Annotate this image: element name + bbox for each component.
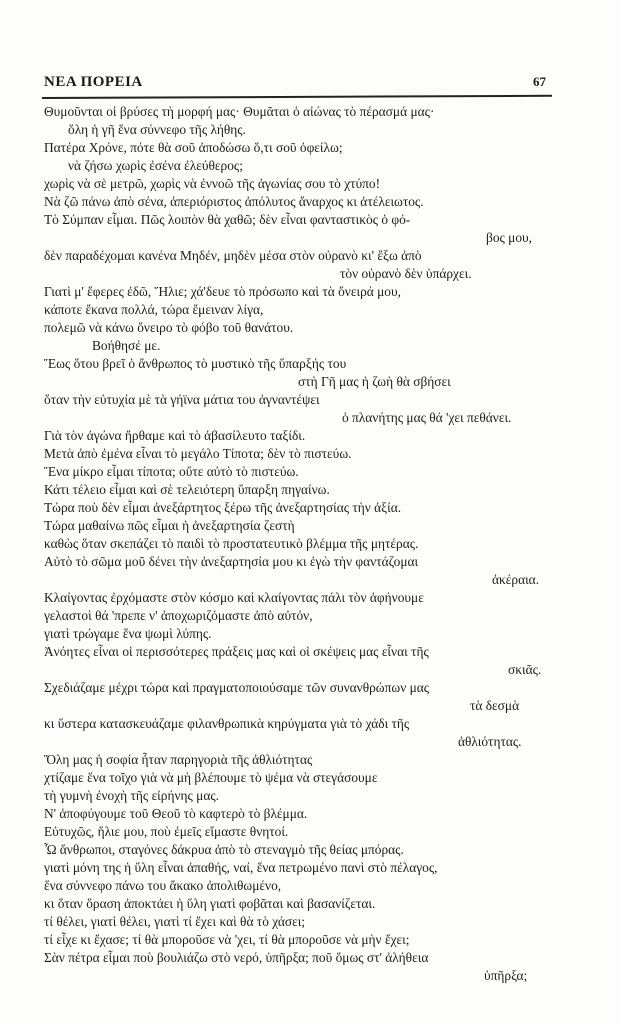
poem-line: χτίζαμε ἕνα τοῖχο γιὰ νὰ μὴ βλέπουμε τὸ ψέμα νὰ στεγάσουμε (44, 770, 378, 785)
poem-line: στὴ Γῆ μας ἡ ζωὴ θὰ σβήσει (298, 374, 451, 389)
poem-line: ὁ πλανήτης μας θά 'χει πεθάνει. (342, 410, 512, 425)
poem-line: Γιατὶ μ' ἔφερες ἐδῶ, Ἥλιε; χά'δευε τὸ πρόσωπο καὶ τὰ ὄνειρά μου, (44, 284, 401, 299)
poem-line: Κάτι τέλειο εἶμαι καὶ σὲ τελειότερη ὕπαρξη πηγαίνω. (44, 482, 330, 497)
poem-line: ἀθλιότητας. (458, 734, 522, 749)
poem-line: νὰ ζήσω χωρὶς ἐσένα ἐλεύθερος; (68, 158, 243, 173)
poem-line: τὸν οὐρανὸ δὲν ὑπάρχει. (340, 266, 472, 281)
poem-line: ἕνα σύννεφο πάνω του ἄκακο ἀπολιθωμένο, (44, 878, 282, 893)
poem-line: Ὅλη μας ἡ σοφία ἦταν παρηγοριὰ τῆς ἀθλιότητας (44, 752, 313, 767)
poem-line: τί εἶχε κι ἔχασε; τί θὰ μποροῦσε νὰ 'χει, τί θὰ μποροῦσε νὰ μὴν ἔχει; (44, 932, 410, 947)
poem-line: Τώρα ποὺ δὲν εἶμαι ἀνεξάρτητος ξέρω τῆς ἀνεξαρτησίας τὴν ἀξία. (44, 500, 402, 515)
poem-line: σκιᾶς. (508, 662, 542, 677)
poem-line: δὲν παραδέχομαι κανένα Μηδέν, μηδὲν μέσα στὸν οὐρανὸ κι' ἔξω ἀπὸ (44, 248, 422, 263)
poem-line: Κλαίγοντας ἐρχόμαστε στὸν κόσμο καὶ κλαίγοντας πάλι τὸν ἀφήνουμε (44, 590, 424, 605)
poem-line: Ἕνα μίκρο εἶμαι τίποτα; οὔτε αὐτὸ τὸ πιστεύω. (44, 464, 299, 479)
poem-line: Πατέρα Χρόνε, πότε θὰ σοῦ ἀποδώσω ὅ,τι σοῦ ὀφείλω; (44, 140, 343, 155)
poem-line: γιατὶ τρώγαμε ἕνα ψωμὶ λύπης. (44, 626, 212, 641)
journal-title: ΝΕΑ ΠΟΡΕΙΑ (44, 74, 143, 90)
poem-line: κάποτε ἔκανα πολλά, τώρα ἔμειναν λίγα, (44, 302, 264, 317)
poem-line: ἀκέραια. (492, 572, 540, 587)
poem-line: Νὰ ζῶ πάνω ἀπὸ σένα, ἀπεριόριστος ἀπόλυτος ἄναρχος κι ἀτέλειωτος. (44, 194, 424, 209)
poem-line: Ἀνόητες εἶναι οἱ περισσότερες πράξεις μας καὶ οἱ σκέψεις μας εἶναι τῆς (44, 644, 429, 659)
poem-line: Ὦ ἄνθρωποι, σταγόνες δάκρυα ἀπὸ τὸ στεναγμὸ τῆς θείας μπόρας. (44, 842, 404, 857)
poem-line: γελαστοὶ θά 'πρεπε ν' ἀποχωριζόμαστε ἀπὸ αὐτόν, (44, 608, 313, 623)
poem-line: Τὸ Σύμπαν εἶμαι. Πῶς λοιπὸν θὰ χαθῶ; δὲν εἶναι φανταστικὸς ὁ φό- (44, 212, 411, 227)
poem-line: τὰ δεσμὰ (470, 698, 520, 713)
poem-line: Αὐτὸ τὸ σῶμα μοῦ δένει τὴν ἀνεξαρτησία μου κι ἐγὼ τὴν φαντάζομαι (44, 554, 419, 569)
poem-line: κι ὅταν ὅραση ἀποκτάει ἡ ὕλη γιατὶ φοβᾶται καὶ βασανίζεται. (44, 896, 376, 911)
poem-line: Ν' ἀποφύγουμε τοῦ Θεοῦ τὸ καφτερὸ τὸ βλέμμα. (44, 806, 308, 821)
poem-line: Θυμοῦνται οἱ βρύσες τὴ μορφή μας· Θυμᾶται ὁ αἰώνας τὸ πέρασμά μας· (44, 104, 435, 119)
poem-line: Ἕως ὅτου βρεῖ ὁ ἄνθρωπος τὸ μυστικὸ τῆς ὕπαρξής του (44, 356, 347, 371)
poem-line: καθὼς ὅταν σκεπάζει τὸ παιδὶ τὸ προστατευτικὸ βλέμμα τῆς μητέρας. (44, 536, 419, 551)
poem-line: Σχεδιάζαμε μέχρι τώρα καὶ πραγματοποιούσαμε τῶν συνανθρώπων μας (44, 680, 430, 695)
poem-line: γιατὶ μόνη της ἡ ὕλη εἶναι ἀπαθής, ναί, ἕνα πετρωμένο πανὶ στὸ πέλαγος, (44, 860, 438, 875)
poem-line: πολεμῶ νὰ κάνω ὄνειρο τὸ φόβο τοῦ θανάτου. (44, 320, 294, 335)
poem-line: Τώρα μαθαίνω πῶς εἶμαι ἡ ἀνεξαρτησία ζεστὴ (44, 518, 295, 533)
page-number: 67 (533, 74, 546, 89)
poem-line: ὑπῆρξα; (484, 968, 528, 983)
poem-line: χωρὶς νὰ σὲ μετρῶ, χωρὶς νὰ ἐννοῶ τῆς ἀγωνίας σου τὸ χτύπο! (44, 176, 381, 191)
poem-line: Βοήθησέ με. (92, 338, 161, 353)
poem-line: ὅλη ἡ γῆ ἕνα σύννεφο τῆς λήθης. (68, 122, 246, 137)
poem-line: Γιὰ τὸν ἀγώνα ἤρθαμε καὶ τὸ ἀβασίλευτο ταξίδι. (44, 428, 306, 443)
poem-line: ὅταν τὴν εὐτυχία μὲ τὰ γήϊνα μάτια του ἀγναντέψει (44, 392, 320, 407)
poem-line: Σὰν πέτρα εἶμαι ποὺ βουλιάζω στὸ νερό, ὑπῆρξα; ποῦ ὅμως στ' ἀλήθεια (44, 950, 429, 965)
poem-line: Μετὰ ἀπὸ ἐμένα εἶναι τὸ μεγάλο Τίποτα; δὲν τὸ πιστεύω. (44, 446, 352, 461)
poem-line: Εὐτυχῶς, ἥλιε μου, ποὺ ἐμεῖς εἴμαστε θνητοί. (44, 824, 289, 839)
poem-line: κι ὕστερα κατασκευάζαμε φιλανθρωπικὰ κηρύγματα γιὰ τὸ χάδι τῆς (44, 716, 410, 731)
poem-line: τί θέλει, γιατὶ θέλει, γιατὶ τί ἔχει καὶ θὰ τὸ χάσει; (44, 914, 306, 929)
poem-line: βος μου, (486, 230, 533, 245)
poem-line: τὴ γυμνὴ ἐνοχὴ τῆς εἰρήνης μας. (44, 788, 220, 803)
